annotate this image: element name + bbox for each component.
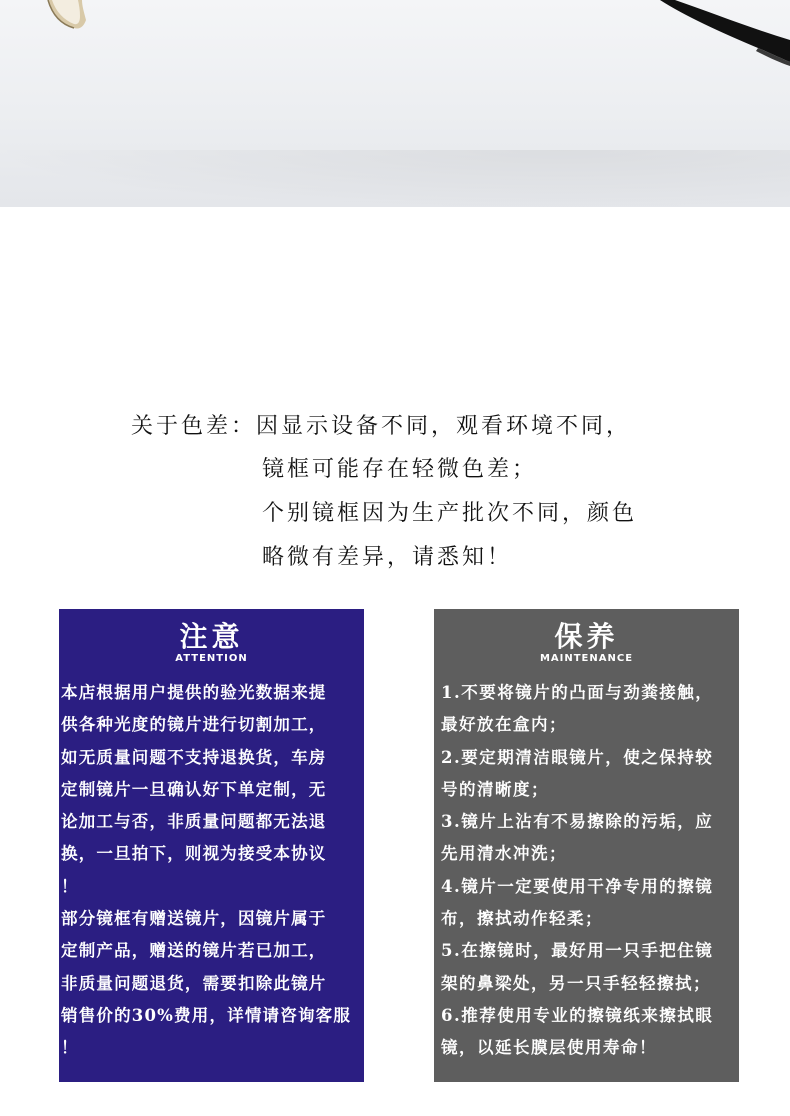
attention-line: 供各种光度的镜片进行切割加工，: [61, 715, 327, 735]
hero-shadow: [0, 150, 790, 207]
notice-line: 略微有差异，请悉知！: [262, 545, 513, 570]
maintenance-subtitle: MAINTENANCE: [539, 653, 634, 664]
maintenance-line: 号的清晰度；: [441, 779, 549, 799]
maintenance-line: 2.要定期清洁眼镜片，使之保持较: [441, 747, 714, 767]
notice-line: 关于色差：因显示设备不同，观看环境不同，: [131, 414, 632, 439]
maintenance-line: 4.镜片一定要使用干净专用的擦镜: [441, 876, 714, 896]
attention-text: [59, 677, 364, 1065]
maintenance-text: [434, 677, 739, 1065]
maintenance-line: 布，擦拭动作轻柔；: [441, 909, 603, 929]
attention-line: ！: [61, 1038, 79, 1058]
attention-line: ！: [61, 876, 79, 896]
attention-line: 论加工与否，非质量问题都无法退: [61, 812, 327, 832]
maintenance-line: 最好放在盒内；: [441, 715, 567, 735]
attention-line: 本店根据用户提供的验光数据来提: [61, 683, 327, 702]
maintenance-line: 5.在擦镜时，最好用一只手把住镜: [441, 941, 714, 961]
attention-line: 部分镜框有赠送镜片，因镜片属于: [61, 909, 327, 929]
notice-line: 个别镜框因为生产批次不同，颜色: [262, 501, 638, 526]
maintenance-line: 架的鼻梁处，另一只手轻轻擦拭；: [441, 973, 711, 993]
attention-line: 换，一旦拍下，则视为接受本协议: [61, 844, 327, 864]
attention-panel: [59, 609, 364, 1082]
maintenance-panel: [434, 609, 739, 1082]
maintenance-line: 1.不要将镜片的凸面与劲粪接触，: [441, 683, 714, 702]
attention-line: 如无质量问题不支持退换货，车房: [61, 747, 327, 767]
attention-subtitle: ATTENTION: [175, 653, 248, 664]
attention-line: 定制镜片一旦确认好下单定制，无: [61, 779, 327, 799]
maintenance-title: 保养: [554, 620, 619, 653]
glasses-temple-left-image: [0, 0, 90, 40]
attention-title: 注意: [179, 620, 244, 653]
maintenance-line: 6.推荐使用专业的擦镜纸来擦拭眼: [441, 1005, 714, 1025]
attention-line: 销售价的30%费用，详情请咨询客服: [61, 1005, 352, 1025]
notice-line: 镜框可能存在轻微色差；: [262, 457, 538, 482]
maintenance-line: 3.镜片上沾有不易擦除的污垢，应: [441, 812, 714, 832]
maintenance-line: 镜，以延长膜层使用寿命！: [441, 1038, 657, 1058]
attention-line: 非质量问题退货，需要扣除此镜片: [61, 973, 327, 993]
hero-product-photo: [0, 0, 790, 207]
maintenance-line: 先用清水冲洗；: [441, 844, 567, 864]
attention-line: 定制产品，赠送的镜片若已加工，: [61, 941, 327, 961]
glasses-temple-right-image: [640, 0, 790, 70]
